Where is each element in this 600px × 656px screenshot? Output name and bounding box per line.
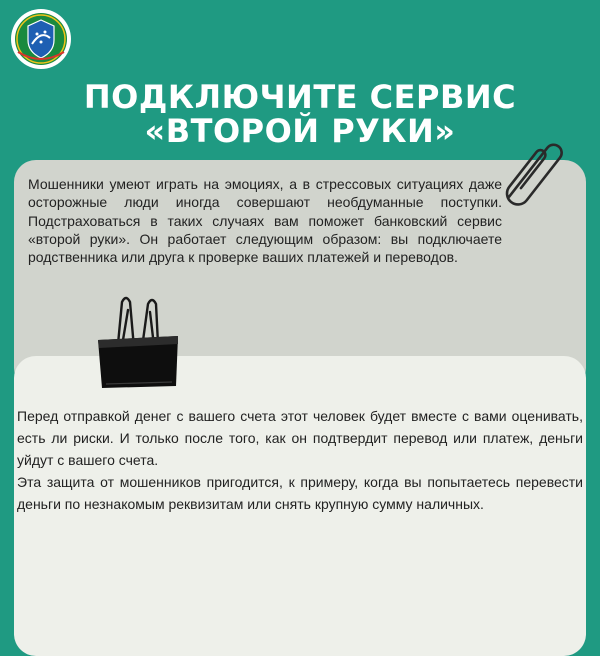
title-line-2: «ВТОРОЙ РУКИ»: [144, 112, 456, 150]
bottom-paragraph-1: Перед отправкой денег с вашего счета этот человек будет вместе с вами оценивать, есть ли риски. И только после того, как он подтвердит перевод или платеж, деньги уйдут с вашего счета.: [17, 408, 583, 468]
title-line-1: ПОДКЛЮЧИТЕ СЕРВИС: [83, 78, 517, 116]
top-card-text: Мошенники умеют играть на эмоциях, а в стрессовых ситуациях даже осторожные люди иногда совершают необдуманные поступки. Подстраховаться в таких случаях вам поможет банковский сервис «второй руки». Он работает следующим образом: вы подключаете родственника или друга к проверке ваших платежей и переводов.: [28, 176, 502, 266]
binder-clip-icon: [92, 292, 184, 390]
paperclip-icon: [500, 130, 570, 220]
emblem-logo: [10, 8, 72, 70]
bottom-paragraph-2: Эта защита от мошенников пригодится, к примеру, когда вы попытаетесь перевести деньги по незнакомым реквизитам или снять крупную сумму наличных.: [17, 474, 583, 512]
bottom-card-text: [17, 405, 583, 515]
